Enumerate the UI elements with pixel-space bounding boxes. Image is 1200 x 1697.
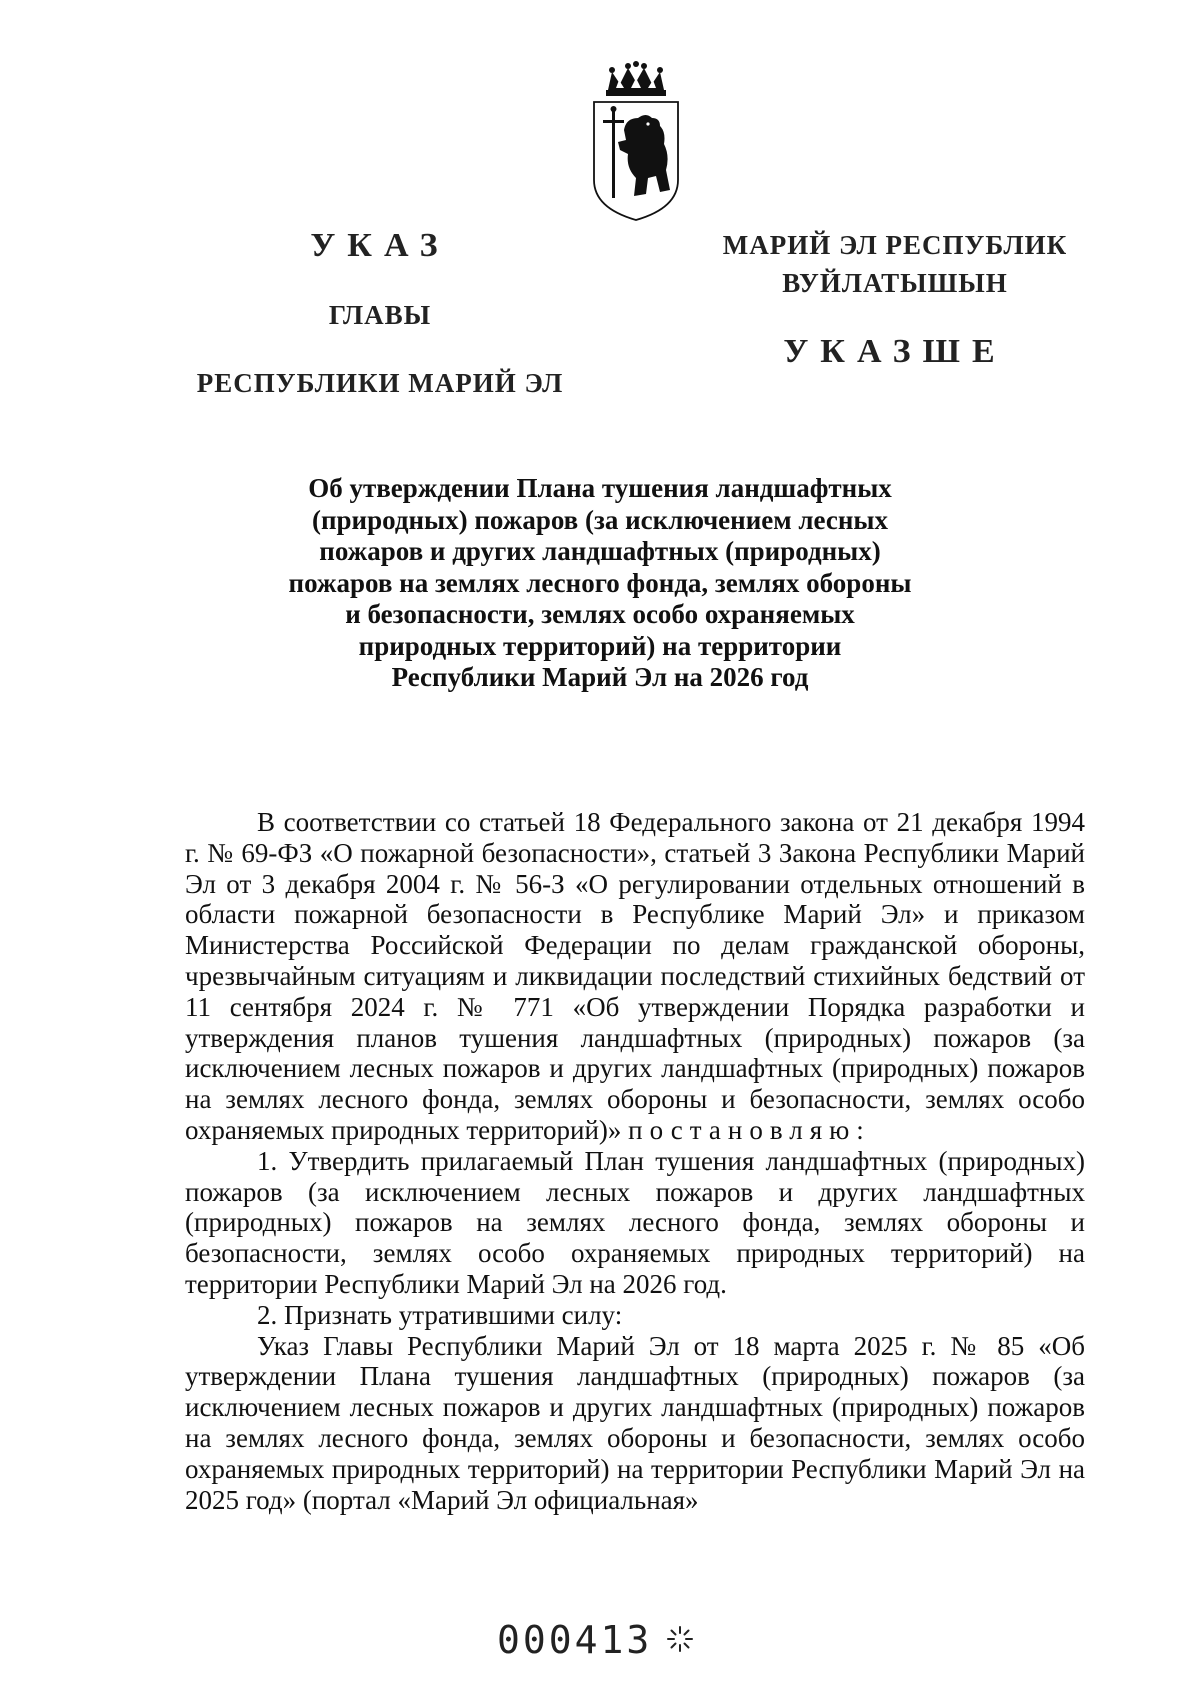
document-body	[185, 807, 1085, 1515]
title-line: Республики Марий Эл на 2026 год	[391, 662, 809, 692]
title-line: пожаров на землях лесного фонда, землях обороны	[288, 567, 912, 598]
issuer-line-1-mari: МАРИЙ ЭЛ РЕСПУБЛИК	[722, 230, 1068, 260]
decree-title-ru: УКАЗ	[310, 227, 450, 264]
title-line: (природных) пожаров (за исключением лесных	[311, 504, 888, 535]
issuer-line-2-ru: РЕСПУБЛИКИ МАРИЙ ЭЛ	[196, 368, 564, 398]
coat-of-arms-icon	[586, 60, 686, 230]
preamble-text: В соответствии со статьей 18 Федерального закона от 21 декабря 1994 г. № 69-ФЗ «О пожарной безопасности», статьей 3 Закона Республики Марий Эл от 3 декабря 2004 г. № 56-З «О регулировании отдельных отношений в области пожарной безопасности в Республике Марий Эл» и приказом Министерства Российской Федерации по делам гражданской обороны, чрезвычайным ситуациям и ликвидации последствий стихийных бедствий от 11 сентября 2024 г. № 771 «Об утверждении Порядка разработки и утверждения планов тушения ландшафтных (природных) пожаров (за исключением лесных пожаров и других ландшафтных (природных) пожаров на землях лесного фонда, землях обороны и безопасности, землях особо охраняемых природных территорий)»	[185, 807, 1085, 1145]
title-line: пожаров и других ландшафтных (природных)	[319, 536, 881, 566]
header-left	[175, 226, 585, 402]
title-line: и безопасности, землях особо охраняемых	[345, 599, 855, 629]
serial-number: 000413	[497, 1618, 653, 1662]
decree-title-mari: УКАЗШЕ	[783, 333, 1007, 370]
preamble-paragraph	[185, 807, 1085, 1146]
title-line: Об утверждении Плана тушения ландшафтных	[308, 473, 892, 503]
issuer-line-2-mari: ВУЙЛАТЫШЫН	[782, 268, 1008, 298]
item-2-paragraph: 2. Признать утратившими силу:	[257, 1299, 623, 1330]
header-right	[700, 226, 1090, 372]
decree-word: постановляю:	[628, 1114, 871, 1145]
title-line: природных территорий) на территории	[358, 630, 842, 661]
document-title	[240, 473, 960, 694]
asterisk-ornament-icon	[665, 1624, 695, 1654]
item-1-paragraph: 1. Утвердить прилагаемый План тушения ландшафтных (природных) пожаров (за исключением лесных пожаров и других ландшафтных (природных) пожаров на землях лесного фонда, землях обороны и безопасности, землях особо охраняемых природных территорий) на территории Республики Марий Эл на 2026 год.	[185, 1145, 1085, 1299]
item-2-text-paragraph: Указ Главы Республики Марий Эл от 18 марта 2025 г. № 85 «Об утверждении Плана тушения ландшафтных (природных) пожаров (за исключением лесных пожаров и других ландшафтных (природных) пожаров на землях лесного фонда, землях обороны и безопасности, землях особо охраняемых природных территорий) на территории Республики Марий Эл на 2025 год» (портал «Марий Эл официальная»	[185, 1330, 1085, 1515]
issuer-line-1-ru: ГЛАВЫ	[328, 300, 432, 330]
